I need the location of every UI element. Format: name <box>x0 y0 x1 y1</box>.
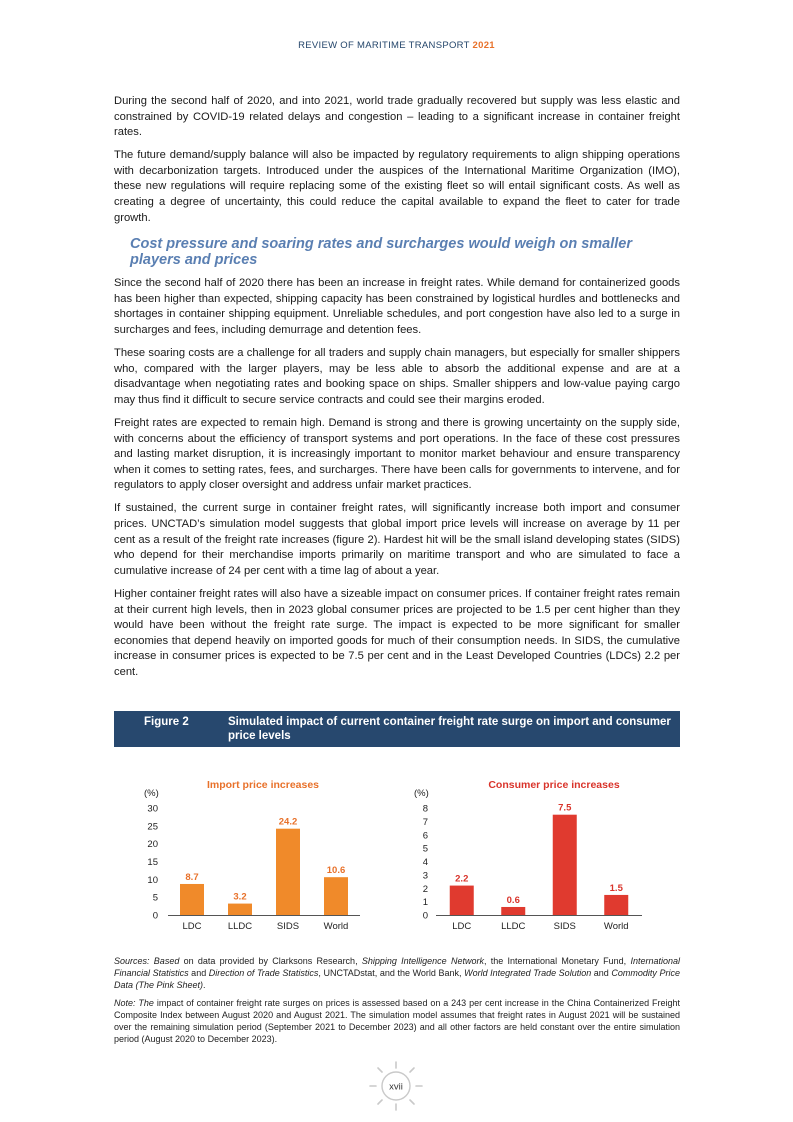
sources-text-run: , UNCTADstat, and the World Bank, <box>318 968 465 979</box>
bar-value-label: 3.2 <box>233 891 247 903</box>
figure-caption-bar <box>114 711 680 747</box>
sources-text-run: World Integrated Trade Solution <box>464 968 592 979</box>
bar-value-label: 8.7 <box>185 871 199 883</box>
consumer-price-chart-svg <box>400 770 650 940</box>
bar-value-label: 10.6 <box>326 865 346 877</box>
bar-value-label: 2.2 <box>455 873 469 885</box>
section-heading: Cost pressure and soaring rates and surcharges would weigh on smaller players and prices <box>130 236 632 269</box>
bar-sids <box>276 829 300 915</box>
paragraph: Freight rates are expected to remain high. Demand is strong and there is growing uncertainty on the supply side, with concerns about the efficiency of transport systems and port operations. In the face of these cost pressures and lasting market disruption, it is increasingly important to monitor market behaviour and ensure transparency when it comes to setting rates, fees, and surcharges. There have been calls for governments to intervene, and for regulators to apply closer oversight and address unfair market practices. <box>114 417 680 492</box>
figure-notes <box>114 955 680 1050</box>
y-tick-label: 0 <box>422 910 428 922</box>
sources-note <box>114 955 680 992</box>
sources-text-run: Based <box>149 956 180 966</box>
sources-text-run: on data provided by Clarksons Research, <box>179 956 362 966</box>
y-tick-label: 20 <box>147 839 158 851</box>
y-tick-label: 2 <box>422 883 428 895</box>
import-price-chart <box>130 770 370 945</box>
running-header <box>0 40 793 51</box>
x-tick-label: LDC <box>452 921 472 932</box>
x-tick-label: World <box>323 921 349 932</box>
bar-value-label: 0.6 <box>506 894 520 906</box>
y-tick-label: 1 <box>422 897 428 909</box>
bar-world <box>604 895 628 915</box>
bar-sids <box>553 815 577 915</box>
bar-ldc <box>450 886 474 915</box>
note-text <box>114 997 680 1046</box>
header-title: REVIEW OF MARITIME TRANSPORT <box>298 40 470 51</box>
consumer-price-chart <box>400 770 650 945</box>
sources-text-run: . <box>203 980 206 991</box>
note-label: Note: The <box>114 997 154 1008</box>
sources-text-run: International Financial Statistics <box>114 956 680 979</box>
x-tick-label: LDC <box>182 921 202 932</box>
bar-value-label: 7.5 <box>558 802 572 814</box>
compass-ornament-icon <box>346 1058 446 1118</box>
y-tick-label: 4 <box>422 857 428 868</box>
page-footer <box>346 1058 446 1118</box>
sources-label: Sources: <box>114 956 150 966</box>
y-tick-label: 10 <box>147 874 158 886</box>
chart-title: Consumer price increases <box>488 779 620 791</box>
y-tick-label: 8 <box>422 803 428 815</box>
x-tick-label: LLDC <box>501 921 526 932</box>
paragraph: During the second half of 2020, and into 2021, world trade gradually recovered but supply was less elastic and constrained by COVID-19 related delays and congestion – leading to a significant increase in container freight rates. <box>114 95 680 139</box>
sources-text-run: Direction of Trade Statistics <box>208 968 319 979</box>
paragraph: Since the second half of 2020 there has been an increase in freight rates. While demand for containerized goods has been higher than expected, shipping capacity has been constrained by logistical hurdles and bottlenecks and shortages in container shipping equipment. Unreliable schedules, and port congestion have also led to a surge in surcharges and fees, including demurrage and detention fees. <box>114 277 680 337</box>
bar-value-label: 1.5 <box>609 882 623 894</box>
sources-text-run: Commodity Price Data (The Pink Sheet) <box>114 968 680 991</box>
bar-lldc <box>501 907 525 915</box>
y-axis-label: (%) <box>414 788 429 799</box>
y-axis-label: (%) <box>144 788 159 799</box>
x-tick-label: World <box>603 921 629 932</box>
paragraph: If sustained, the current surge in container freight rates, will significantly increase both import and consumer prices. UNCTAD’s simulation model suggests that global import price levels will increase on average by 11 per cent as a result of the freight rate increases (figure 2). Hardest hit will be the small island developing states (SIDS) who depend for their merchandise imports primarily on maritime transport and who are simulated to face a cumulative increase of 24 per cent with a time lag of about a year. <box>114 502 680 577</box>
figure-label: Figure 2 <box>144 716 189 728</box>
sources-text-run: , the International Monetary Fund, <box>483 956 631 966</box>
y-tick-label: 3 <box>422 870 428 882</box>
y-tick-label: 0 <box>152 910 158 922</box>
x-tick-label: LLDC <box>227 921 253 932</box>
note-body: impact of container freight rate surges on prices is assessed based on a 243 per cent increase in the China Containerized Freight Composite Index between August 2020 and August 2021. The simulation model assumes that freight rates in August 2021 will be sustained over the remaining simulation period (September 2021 to December 2023) and all other factors are held constant over the entire simulation period (August 2020 to December 2023). <box>114 997 680 1045</box>
x-tick-label: SIDS <box>553 921 576 932</box>
chart-title: Import price increases <box>206 779 320 791</box>
bar-ldc <box>180 884 204 915</box>
y-tick-label: 7 <box>422 816 428 828</box>
bar-value-label: 24.2 <box>278 816 298 828</box>
main-content <box>114 94 680 688</box>
y-tick-label: 15 <box>147 857 158 868</box>
paragraph: Higher container freight rates will also have a sizeable impact on consumer prices. If container freight rates remain at their current high levels, then in 2023 global consumer prices are projected to be 1.5 per cent higher than they would have been without the freight rate surge. The impact is expected to be more significant for smaller economies that depend heavily on imported goods for much of their consumption needs. In SIDS, the cumulative increase in consumer prices is expected to be 7.5 per cent and in the Least Developed Countries (LDCs) 2.2 per cent. <box>114 587 680 678</box>
bar-lldc <box>228 904 252 915</box>
sources-text-run: and <box>188 968 209 979</box>
bar-world <box>324 877 348 915</box>
figure-title: Simulated impact of current container freight rate surge on import and consumer price levels <box>228 716 671 742</box>
import-price-chart-svg <box>130 770 370 940</box>
sources-text-run: Shipping Intelligence Network <box>361 956 484 966</box>
y-tick-label: 5 <box>422 843 428 855</box>
paragraph: The future demand/supply balance will also be impacted by regulatory requirements to align shipping operations with decarbonization targets. Introduced under the auspices of the International Maritime Organization (IMO), these new regulations will require replacing some of the existing fleet so will entail significant costs. As well as creating a degree of uncertainty, this could reduce the capital available to expand the fleet to cater for trade growth. <box>114 149 680 224</box>
y-tick-label: 5 <box>152 892 158 904</box>
paragraph: These soaring costs are a challenge for all traders and supply chain managers, but especially for smaller shippers who, compared with the larger players, may be less able to absorb the additional expense and are at a disadvantage when negotiating rates and booking space on ships. Smaller shippers and low-value paying cargo may thus find it difficult to secure service contracts and could see their margins eroded. <box>114 347 680 406</box>
x-tick-label: SIDS <box>276 921 300 932</box>
y-tick-label: 6 <box>422 830 428 842</box>
y-tick-label: 25 <box>147 821 158 833</box>
page-number: xvii <box>389 1081 403 1093</box>
header-year: 2021 <box>472 40 495 51</box>
y-tick-label: 30 <box>147 803 158 815</box>
sources-text-run: and <box>591 968 612 979</box>
